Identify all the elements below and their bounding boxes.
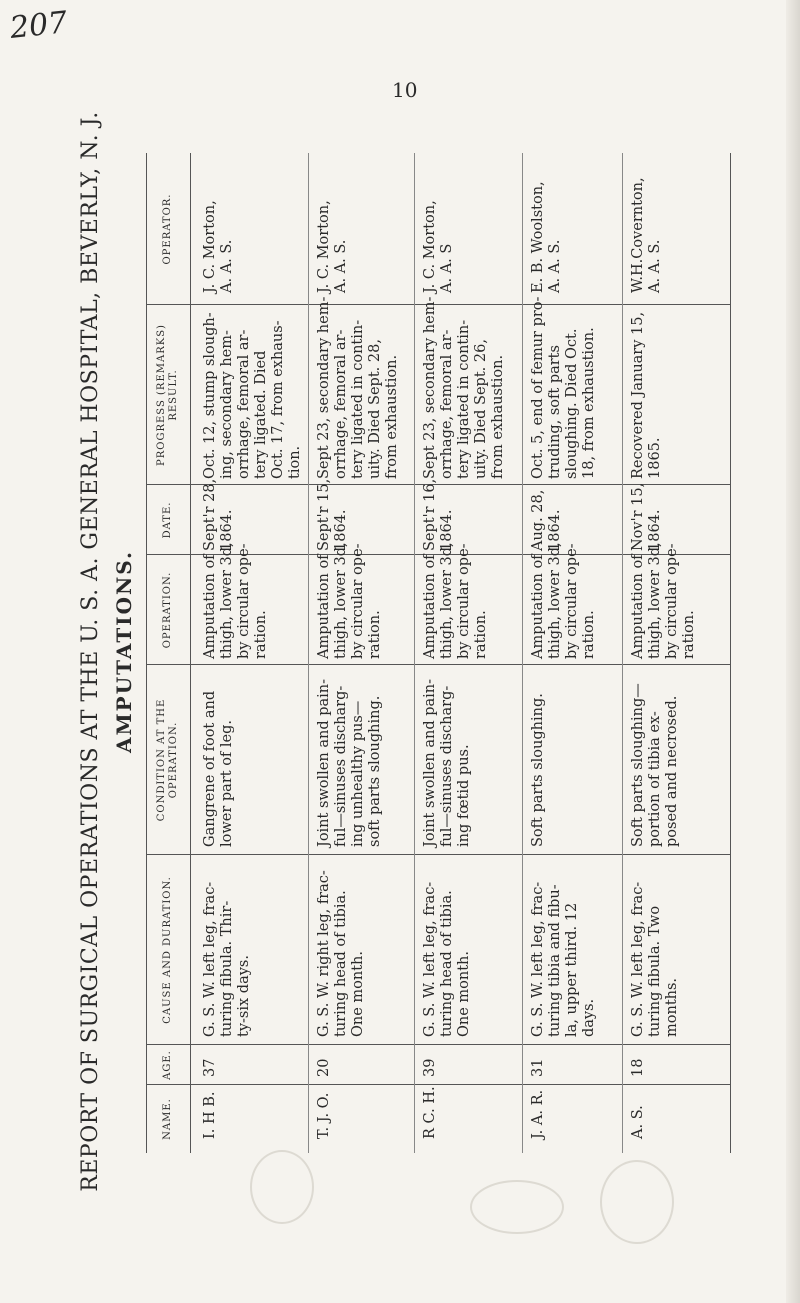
row-5-name: A. S. (630, 1105, 646, 1139)
row-1-date: Sept'r 28, 1864. (202, 478, 235, 551)
row-1-name: I. H B. (202, 1091, 218, 1139)
col-header-date: DATE. (162, 501, 173, 539)
row-5-date: Nov'r 15, 1864. (630, 482, 663, 551)
col-header-progress: PROGRESS (REMARKS) RESULT. (156, 324, 179, 466)
row-4-age: 31 (530, 1058, 546, 1077)
row-4-progress: Oct. 5, end of femur pro- truding, soft parts sloughing. Died Oct. 18, from exhaustion. (530, 296, 597, 479)
row-3-name: R C. H. (422, 1086, 438, 1139)
report-subtitle: AMPUTATIONS. (112, 550, 136, 753)
row-4-condition: Soft parts sloughing. (530, 693, 546, 847)
row-2-date: Sept'r 15, 1864. (316, 478, 349, 551)
row-5-age: 18 (630, 1058, 646, 1077)
row-4-name: J. A. R. (530, 1089, 546, 1139)
row-2-operation: Amputation of thigh, lower 3d, by circular ope- ration. (316, 542, 383, 659)
row-1-progress: Oct. 12, stump slough- ing, secondary hem- orrhage, femoral ar- tery ligated. Died Oct. 17, from exhaus- tion. (202, 312, 303, 479)
row-1-cause: G. S. W. left leg, frac- turing fibula. Thir- ty-six days. (202, 881, 252, 1037)
header-bottom-rule (190, 153, 191, 1153)
col-header-age: AGE. (162, 1050, 173, 1080)
row-4-operator: E. B. Woolston, A. A. S. (530, 181, 563, 293)
row-3-operation: Amputation of thigh, lower 3d, by circular ope- ration. (422, 542, 489, 659)
col-divider-3 (146, 854, 730, 855)
row-3-condition: Joint swollen and pain- ful—sinuses discharg- ing fœtid pus. (422, 678, 472, 847)
report-title: REPORT OF SURGICAL OPERATIONS AT THE U. S. A. GENERAL HOSPITAL, BEVERLY, N. J. (78, 111, 103, 1192)
row-1-age: 37 (202, 1058, 218, 1077)
page-number: 10 (392, 78, 418, 102)
row-4-cause: G. S. W. left leg, frac- turing tibia and fibu- la, upper third. 12 days. (530, 881, 597, 1037)
table-top-rule (146, 153, 147, 1153)
ink-bleed-mark (470, 1180, 564, 1234)
row-3-rule (522, 153, 523, 1153)
row-2-age: 20 (316, 1058, 332, 1077)
row-1-condition: Gangrene of foot and lower part of leg. (202, 690, 235, 847)
table-bottom-rule (730, 153, 731, 1153)
row-5-operation: Amputation of thigh, lower 3d, by circular ope- ration. (630, 542, 697, 659)
col-header-operator: OPERATOR. (162, 193, 173, 265)
row-4-rule (622, 153, 623, 1153)
row-2-condition: Joint swollen and pain- ful—sinuses discharg- ing unhealthy pus— soft parts sloughing. (316, 678, 383, 847)
col-divider-4 (146, 664, 730, 665)
col-header-cause: CAUSE AND DURATION. (162, 876, 173, 1024)
row-2-rule (414, 153, 415, 1153)
row-4-operation: Amputation of thigh, lower 3d, by circular ope- ration. (530, 542, 597, 659)
col-divider-2 (146, 1044, 730, 1045)
row-3-progress: Sept 23, secondary hem- orrhage, femoral ar- tery ligated in contin- uity. Died Sept. 26, from exhaustion. (422, 296, 506, 479)
row-3-cause: G. S. W. left leg, frac- turing head of tibia. One month. (422, 881, 472, 1037)
col-header-condition: CONDITION AT THE OPERATION. (156, 698, 179, 822)
handwritten-page-number: 207 (8, 5, 69, 46)
row-1-operation: Amputation of thigh, lower 3d, by circular ope- ration. (202, 542, 269, 659)
row-3-age: 39 (422, 1058, 438, 1077)
ink-bleed-mark (600, 1160, 674, 1244)
row-2-name: T. J. O. (316, 1092, 332, 1139)
col-header-name: NAME. (162, 1098, 173, 1140)
row-5-condition: Soft parts sloughing— portion of tibia ex- posed and necrosed. (630, 683, 680, 847)
col-header-operation: OPERATION. (162, 571, 173, 649)
row-2-operator: J. C. Morton, A. A. S. (316, 200, 349, 293)
row-3-date: Sept'r 16, 1864. (422, 478, 455, 551)
row-1-rule (308, 153, 309, 1153)
row-5-operator: W.H.Covernton, A. A. S. (630, 177, 663, 293)
col-divider-1 (146, 1084, 730, 1085)
row-4-date: Aug. 28, 1864. (530, 489, 563, 551)
row-5-progress: Recovered January 15, 1865. (630, 311, 663, 479)
ink-bleed-mark (250, 1150, 314, 1224)
row-5-cause: G. S. W. left leg, frac- turing fibula. Two months. (630, 881, 680, 1037)
row-1-operator: J. C. Morton, A. A. S. (202, 200, 235, 293)
row-2-progress: Sept 23, secondary hem- orrhage, femoral ar- tery ligated in contin- uity. Died Sept. 28, from exhaustion. (316, 296, 400, 479)
row-3-operator: J. C. Morton, A. A. S (422, 200, 455, 293)
row-2-cause: G. S. W. right leg, frac- turing head of tibia. One month. (316, 870, 366, 1037)
